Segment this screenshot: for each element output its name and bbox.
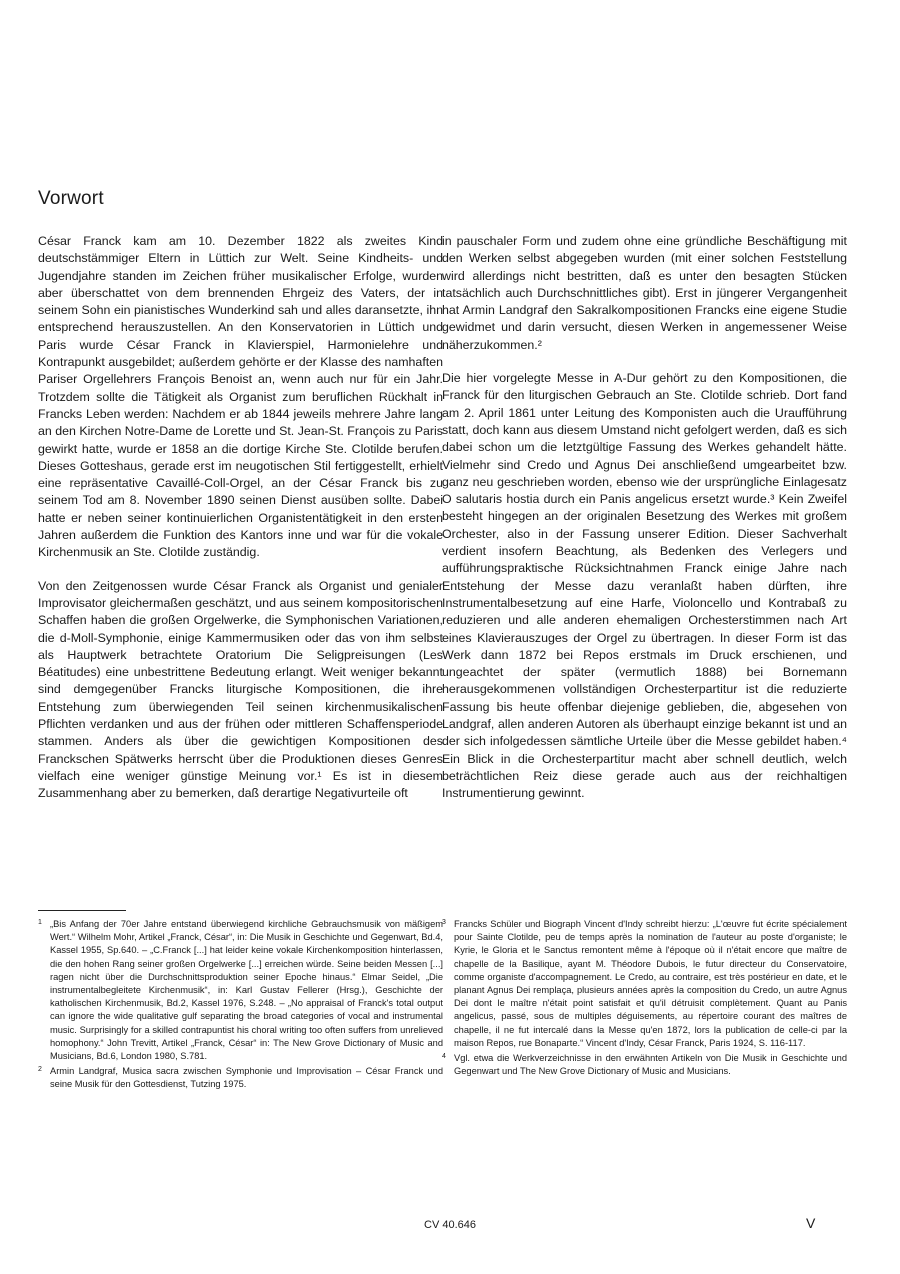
footnote-number: 3 xyxy=(442,919,446,926)
paragraph: Die hier vorgelegte Messe in A-Dur gehört zu den Kompositionen, die Franck für den liturgischen Gebrauch an Ste. Clotilde schrieb. Dort fand am 2. April 1861 unter Leitung des Komponisten auch die Uraufführung statt, doch kann aus diesem Umstand nicht gefolgert werden, daß es sich dabei schon um die letztgültige Fassung des Werkes gehandelt hätte. Vielmehr sind Credo und Agnus Dei anschließend umgearbeitet bzw. ganz neu geschrieben worden, ebenso wie der ursprüngliche Einlagesatz O salutaris hostia durch ein Panis angelicus ersetzt wurde.³ Kein Zweifel besteht hingegen an der originalen Besetzung des Werkes mit großem Orchester, also in der Fassung unserer Edition. Dieser Sachverhalt verdient insofern Beachtung, als Bedenken des Verlegers und aufführungspraktische Rücksichtnahmen Franck einige Jahre nach Entstehung der Messe dazu veranlaßt haben dürften, ihre Instrumentalbesetzung auf eine Harfe, Violoncello und Kontrabaß zu reduzieren und alle anderen ehemaligen Orchesterstimmen nach Art eines Klavierauszuges der Orgel zu übertragen. In dieser Form ist das Werk dann 1872 bei Repos erstmals im Druck erschienen, und ungeachtet der später (vermutlich 1888) bei Bornemann herausgekommenen vollständigen Orchesterpartitur ist die reduzierte Fassung bis heute offenbar diejenige geblieben, die, abgesehen von Landgraf, allen anderen Autoren als überhaupt einzige bekannt ist und an der sich infolgedessen sämtliche Urteile über die Messe gebildet haben.⁴ Ein Blick in die Orchesterpartitur macht aber schnell deutlich, welch beträchtlichen Reiz diese gerade auch aus der reichhaltigen Instrumentierung gewinnt. xyxy=(442,371,847,801)
footnote xyxy=(38,1065,443,1091)
footnote-text: Armin Landgraf, Musica sacra zwischen Symphonie und Improvisation – César Franck und seine Musik für den Gottesdienst, Tutzing 1975. xyxy=(50,1066,443,1090)
footnote-number: 1 xyxy=(38,919,42,926)
footnote-text: Vgl. etwa die Werkverzeichnisse in den erwähnten Artikeln von Die Musik in Geschichte und Gegenwart und The New Grove Dictionary of Music and Musicians. xyxy=(454,1053,847,1077)
footnotes-right xyxy=(442,918,847,1080)
footnote xyxy=(442,918,847,1050)
footnotes-left xyxy=(38,918,443,1094)
footnote-text: Francks Schüler und Biograph Vincent d'Indy schreibt hierzu: „L'œuvre fut écrite spécialement pour Sainte Clotilde, peu de temps après la nomination de l'auteur au poste d'organiste; le Kyrie, le Gloria et le Sanctus remontent même à l'époque où il n'était encore que maître de chapelle de la Basilique, ayant M. Théodore Dubois, le futur directeur du Conservatoire, comme organiste d'accompagnement. Le Credo, au contraire, est très postérieur en date, et le planant Agnus Dei remplaça, plusieurs années après la composition du Credo, un autre Agnus Dei dont le maître n'était point satisfait et qu'il détruisit complètement. Quant au Panis angelicus, passé, sous de multiples déguisements, au répertoire courant des maîtres de chapelle, il ne fut intercalé dans la Messe qu'en 1872, lors la publication de celle-ci par la maison Repos, rue Bonaparte.“ Vincent d'Indy, César Franck, Paris 1924, S. 116-117. xyxy=(454,919,847,1048)
paragraph: in pauschaler Form und zudem ohne eine gründliche Beschäftigung mit den Werken selbst abgegeben wurden (mit einer solchen Feststellung wird allerdings nicht bestritten, daß es unter den besagten Stücken tatsächlich auch Durchschnittliches gibt). Erst in jüngerer Vergangenheit hat Armin Landgraf den Sakralkompositionen Francks eine eigene Studie gewidmet und darin versucht, diesen Werken in angemessener Weise näherzukommen.² xyxy=(442,234,847,352)
footnote-divider xyxy=(38,910,126,911)
footnote xyxy=(442,1052,847,1078)
page-heading: Vorwort xyxy=(38,187,104,209)
body-column-left xyxy=(38,233,443,819)
body-column-right xyxy=(442,233,847,819)
catalog-number: CV 40.646 xyxy=(424,1219,476,1231)
footnote-text: „Bis Anfang der 70er Jahre entstand überwiegend kirchliche Gebrauchsmusik von mäßigem Wert.“ Wilhelm Mohr, Artikel „Franck, César“, in: Die Musik in Geschichte und Gegenwart, Bd.4, Kassel 1955, Sp.640. – „C.Franck [...] hat leider keine vokale Kirchenkomposition hinterlassen, die den hohen Rang seiner großen Orgelwerke [...] erreichen würde. Seine beiden Messen [...] ragen nicht über die Durchschnittsproduktion seiner Epoche hinaus.“ Elmar Seidel, „Die instrumentalbegleitete Kirchenmusik“, in: Karl Gustav Fellerer (Hrsg.), Geschichte der katholischen Kirchenmusik, Bd.2, Kassel 1976, S.248. – „No appraisal of Franck's total output can ignore the wide qualitative gulf separating the broad categories of vocal and instrumental music. Surprisingly for a skilled contrapuntist his choral writing too often suffers from unrelieved homophony.“ John Trevitt, Artikel „Franck, César“ in: The New Grove Dictionary of Music and Musicians, Bd.6, London 1980, S.781. xyxy=(50,919,443,1062)
footnote xyxy=(38,918,443,1063)
paragraph: César Franck kam am 10. Dezember 1822 als zweites Kind deutschstämmiger Eltern in Lüttich zur Welt. Seine Kindheits- und Jugendjahre standen im Zeichen früher musikalischer Erfolge, wurden aber überschattet von dem brennenden Ehrgeiz des Vaters, der in seinem Sohn ein pianistisches Wunderkind sah und alles daransetzte, ihn entsprechend herauszustellen. An den Konservatorien in Lüttich und Paris wurde César Franck in Klavierspiel, Harmonielehre und Kontrapunkt ausgebildet; außerdem gehörte er der Klasse des namhaften Pariser Orgellehrers François Benoist an, wenn auch nur für ein Jahr. Trotzdem sollte die Tätigkeit als Organist zum beruflichen Rückhalt in Francks Leben werden: Nachdem er ab 1844 jeweils mehrere Jahre lang an den Kirchen Notre-Dame de Lorette und St. Jean-St. François zu Paris gewirkt hatte, wurde er 1858 an die dortige Kirche Ste. Clotilde berufen. Dieses Gotteshaus, gerade erst im neugotischen Stil fertiggestellt, erhielt eine repräsentative Cavaillé-Coll-Orgel, an der César Franck bis zu seinem Tod am 8. November 1890 seinen Dienst ausüben sollte. Dabei hatte er neben seiner kontinuierlichen Organistentätigkeit in den ersten Jahren außerdem die Funktion des Kantors inne und war für die vokale Kirchenmusik an Ste. Clotilde zuständig. xyxy=(38,234,443,560)
paragraph: Von den Zeitgenossen wurde César Franck als Organist und genialer Improvisator gleichermaßen geschätzt, und aus seinem kompositorischen Schaffen haben die großen Orgelwerke, die Symphonischen Variationen, die d-Moll-Symphonie, einige Kammermusiken oder das von ihm selbst als Hauptwerk betrachtete Oratorium Die Seligpreisungen (Les Béatitudes) eine unbestrittene Bedeutung erlangt. Weit weniger bekannt sind demgegenüber Francks liturgische Kompositionen, die ihre Entstehung zum überwiegenden Teil seinen kirchenmusikalischen Pflichten verdanken und aus der frühen oder mittleren Schaffensperiode stammen. Anders als über die gewichtigen Kompositionen des Franckschen Spätwerks herrscht über die Produktionen dieses Genres vielfach eine weniger günstige Meinung vor.¹ Es ist in diesem Zusammenhang aber zu bemerken, daß derartige Negativurteile oft xyxy=(38,578,443,801)
footnote-number: 2 xyxy=(38,1066,42,1074)
page-number: V xyxy=(806,1215,816,1231)
footnote-number: 4 xyxy=(442,1053,446,1061)
